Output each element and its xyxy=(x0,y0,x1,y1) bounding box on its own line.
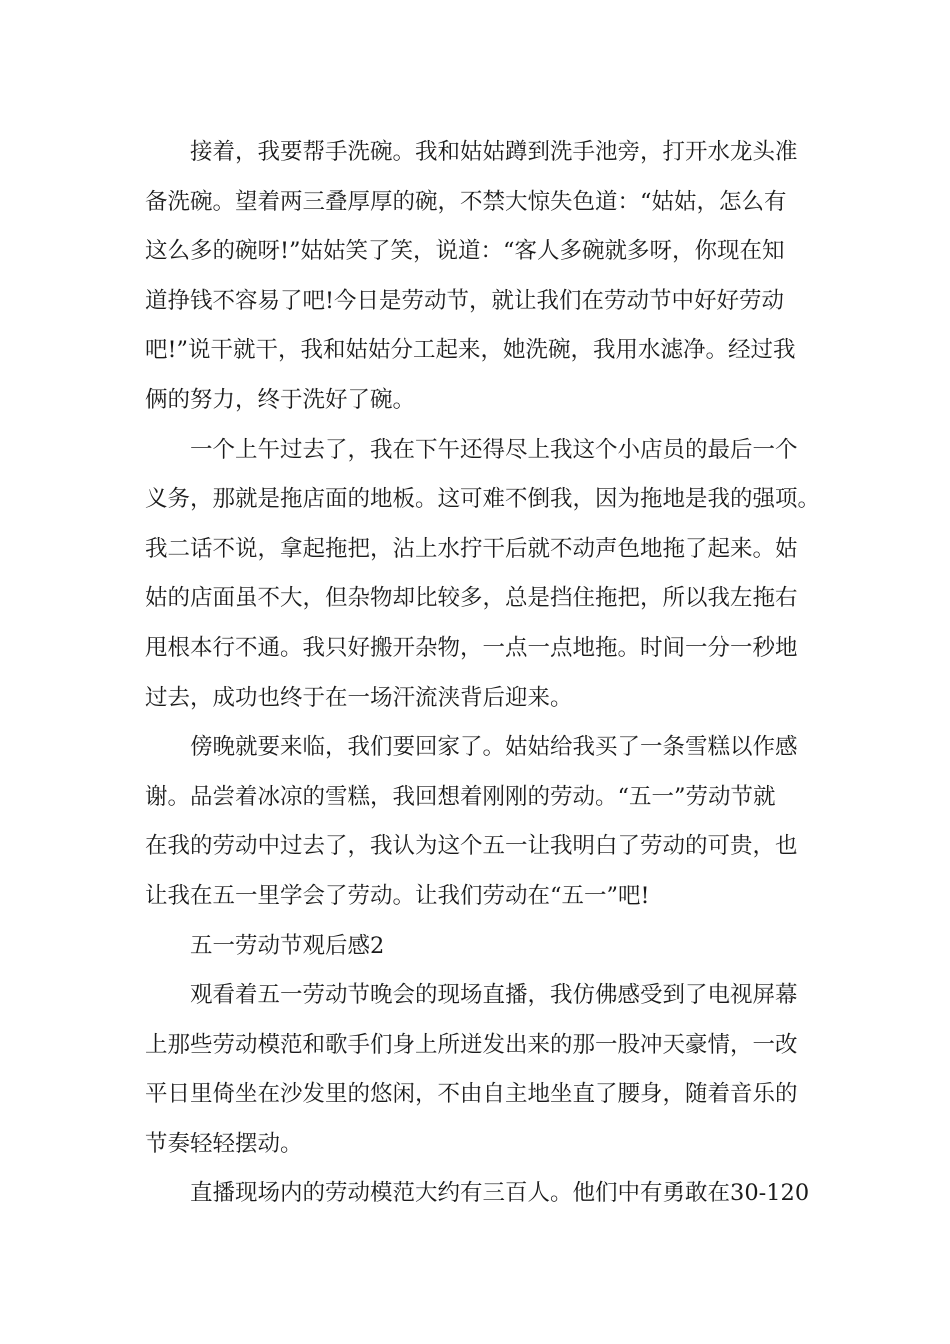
text-line: 过去，成功也终于在一场汗流浃背后迎来。 xyxy=(145,684,573,711)
text-line: 接着，我要帮手洗碗。我和姑姑蹲到洗手池旁，打开水龙头准 xyxy=(190,139,798,165)
text-line: 甩根本行不通。我只好搬开杂物，一点一点地拖。时间一分一秒地 xyxy=(145,634,798,661)
text-line: 俩的努力，终于洗好了碗。 xyxy=(145,386,416,413)
text-line: 我二话不说，拿起拖把，沾上水拧干后就不动声色地拖了起来。姑 xyxy=(145,535,798,562)
text-line: 姑的店面虽不大，但杂物却比较多，总是挡住拖把，所以我左拖右 xyxy=(145,585,798,612)
text-line: 在我的劳动中过去了，我认为这个五一让我明白了劳动的可贵，也 xyxy=(145,833,798,860)
text-line: 这么多的碗呀!”姑姑笑了笑，说道：“客人多碗就多呀，你现在知 xyxy=(145,238,785,265)
text-line: 节奏轻轻摆动。 xyxy=(145,1130,303,1157)
text-line: 观看着五一劳动节晚会的现场直播，我仿佛感受到了电视屏幕 xyxy=(190,982,798,1009)
text-line: 道挣钱不容易了吧!今日是劳动节，就让我们在劳动节中好好劳动 xyxy=(145,287,785,314)
section-heading: 五一劳动节观后感2 xyxy=(190,932,385,959)
text-line: 备洗碗。望着两三叠厚厚的碗，不禁大惊失色道：“姑姑，怎么有 xyxy=(145,188,787,215)
document-body xyxy=(145,128,821,1219)
text-line: 平日里倚坐在沙发里的悠闲，不由自主地坐直了腰身，随着音乐的 xyxy=(145,1081,798,1108)
text-line: 直播现场内的劳动模范大约有三百人。他们中有勇敢在30-120 xyxy=(190,1180,810,1207)
text-line: 义务，那就是拖店面的地板。这可难不倒我，因为拖地是我的强项。 xyxy=(145,486,821,513)
text-line: 一个上午过去了，我在下午还得尽上我这个小店员的最后一个 xyxy=(190,436,798,463)
text-line: 谢。品尝着冰凉的雪糕，我回想着刚刚的劳动。“五一”劳动节就 xyxy=(145,783,776,810)
text-line: 让我在五一里学会了劳动。让我们劳动在“五一”吧! xyxy=(145,882,650,909)
text-line: 傍晚就要来临，我们要回家了。姑姑给我买了一条雪糕以作感 xyxy=(190,734,798,761)
text-line: 吧!”说干就干，我和姑姑分工起来，她洗碗，我用水滤净。经过我 xyxy=(145,337,796,364)
text-line: 上那些劳动模范和歌手们身上所迸发出来的那一股冲天豪情，一改 xyxy=(145,1031,798,1058)
